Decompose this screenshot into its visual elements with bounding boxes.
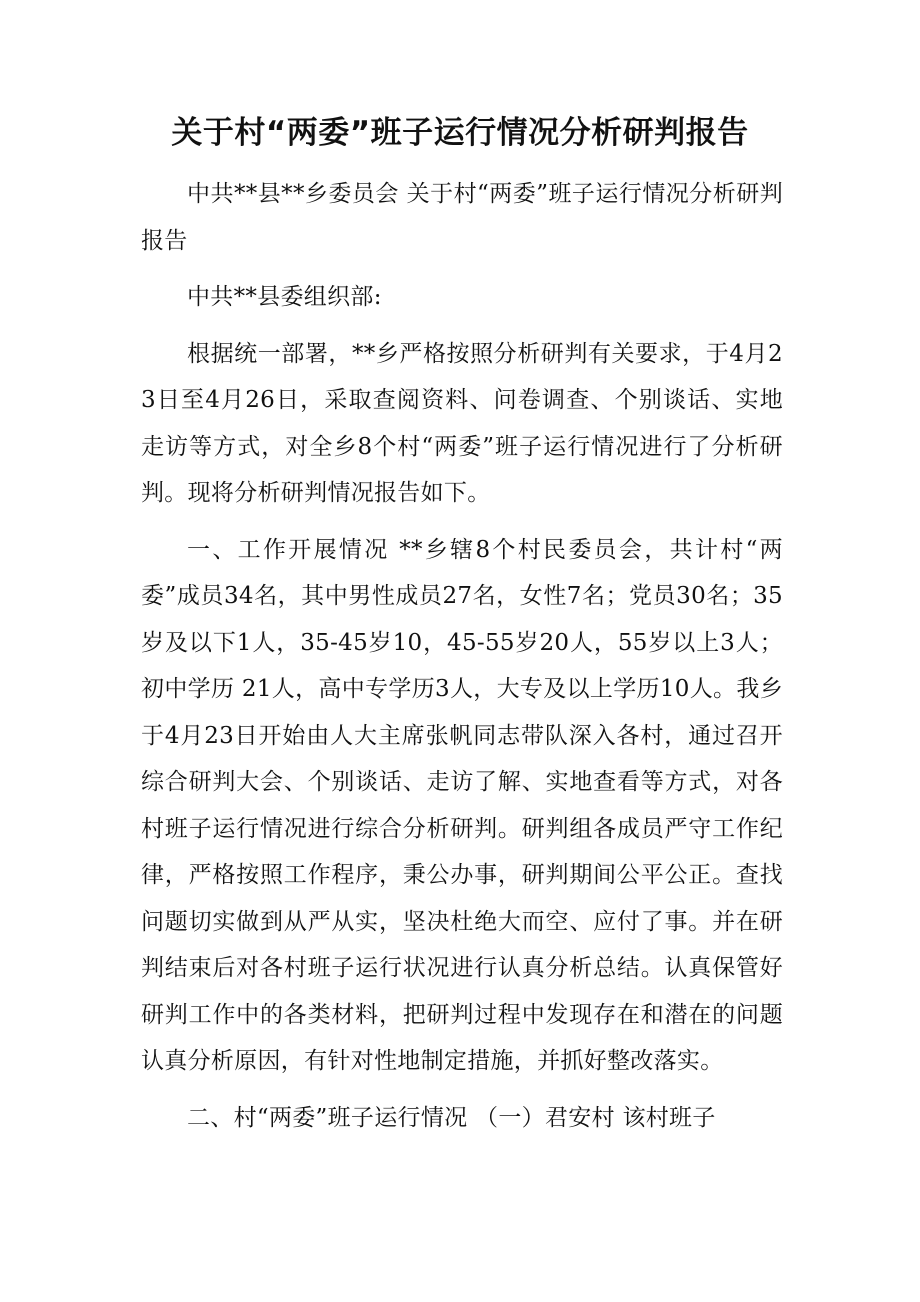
paragraph-salutation: 中共**县委组织部: (187, 284, 382, 310)
paragraph-intro: 根据统一部署，**乡严格按照分析研判有关要求，于4月23日至4月26日，采取查阅资料、问卷调查、个别谈话、实地走访等方式，对全乡8个村“两委”班子运行情况进行了分析研判。现将分析研判情况报告如下。 (141, 340, 783, 506)
paragraph-section-two: 二、村“两委”班子运行情况 （一）君安村 该村班子 (187, 1104, 716, 1131)
paragraph-header: 中共**县**乡委员会 关于村“两委”班子运行情况分析研判报告 (141, 181, 783, 254)
document-title: 关于村“两委”班子运行情况分析研判报告 (171, 115, 749, 151)
document-body (141, 171, 783, 1141)
paragraph-section-one: 一、工作开展情况 **乡辖8个村民委员会，共计村“两委”成员34名，其中男性成员27名，女性7名；党员30名；35岁及以下1人，35-45岁10，45-55岁20人，55岁以上3人；初中学历 21人，高中专学历3人，大专及以上学历10人。我乡于4月23日开始由人大主席张帆同志带队深入各村，通过召开综合研判大会、个别谈话、走访了解、实地查看等方式，对各村班子运行情况进行综合分析研判。研判组各成员严守工作纪律，严格按照工作程序，秉公办事，研判期间公平公正。查找问题切实做到从严从实，坚决杜绝大而空、应付了事。并在研判结束后对各村班子运行状况进行认真分析总结。认真保管好研判工作中的各类材料，把研判过程中发现存在和潜在的问题认真分析原因，有针对性地制定措施，并抓好整改落实。 (141, 536, 783, 1074)
